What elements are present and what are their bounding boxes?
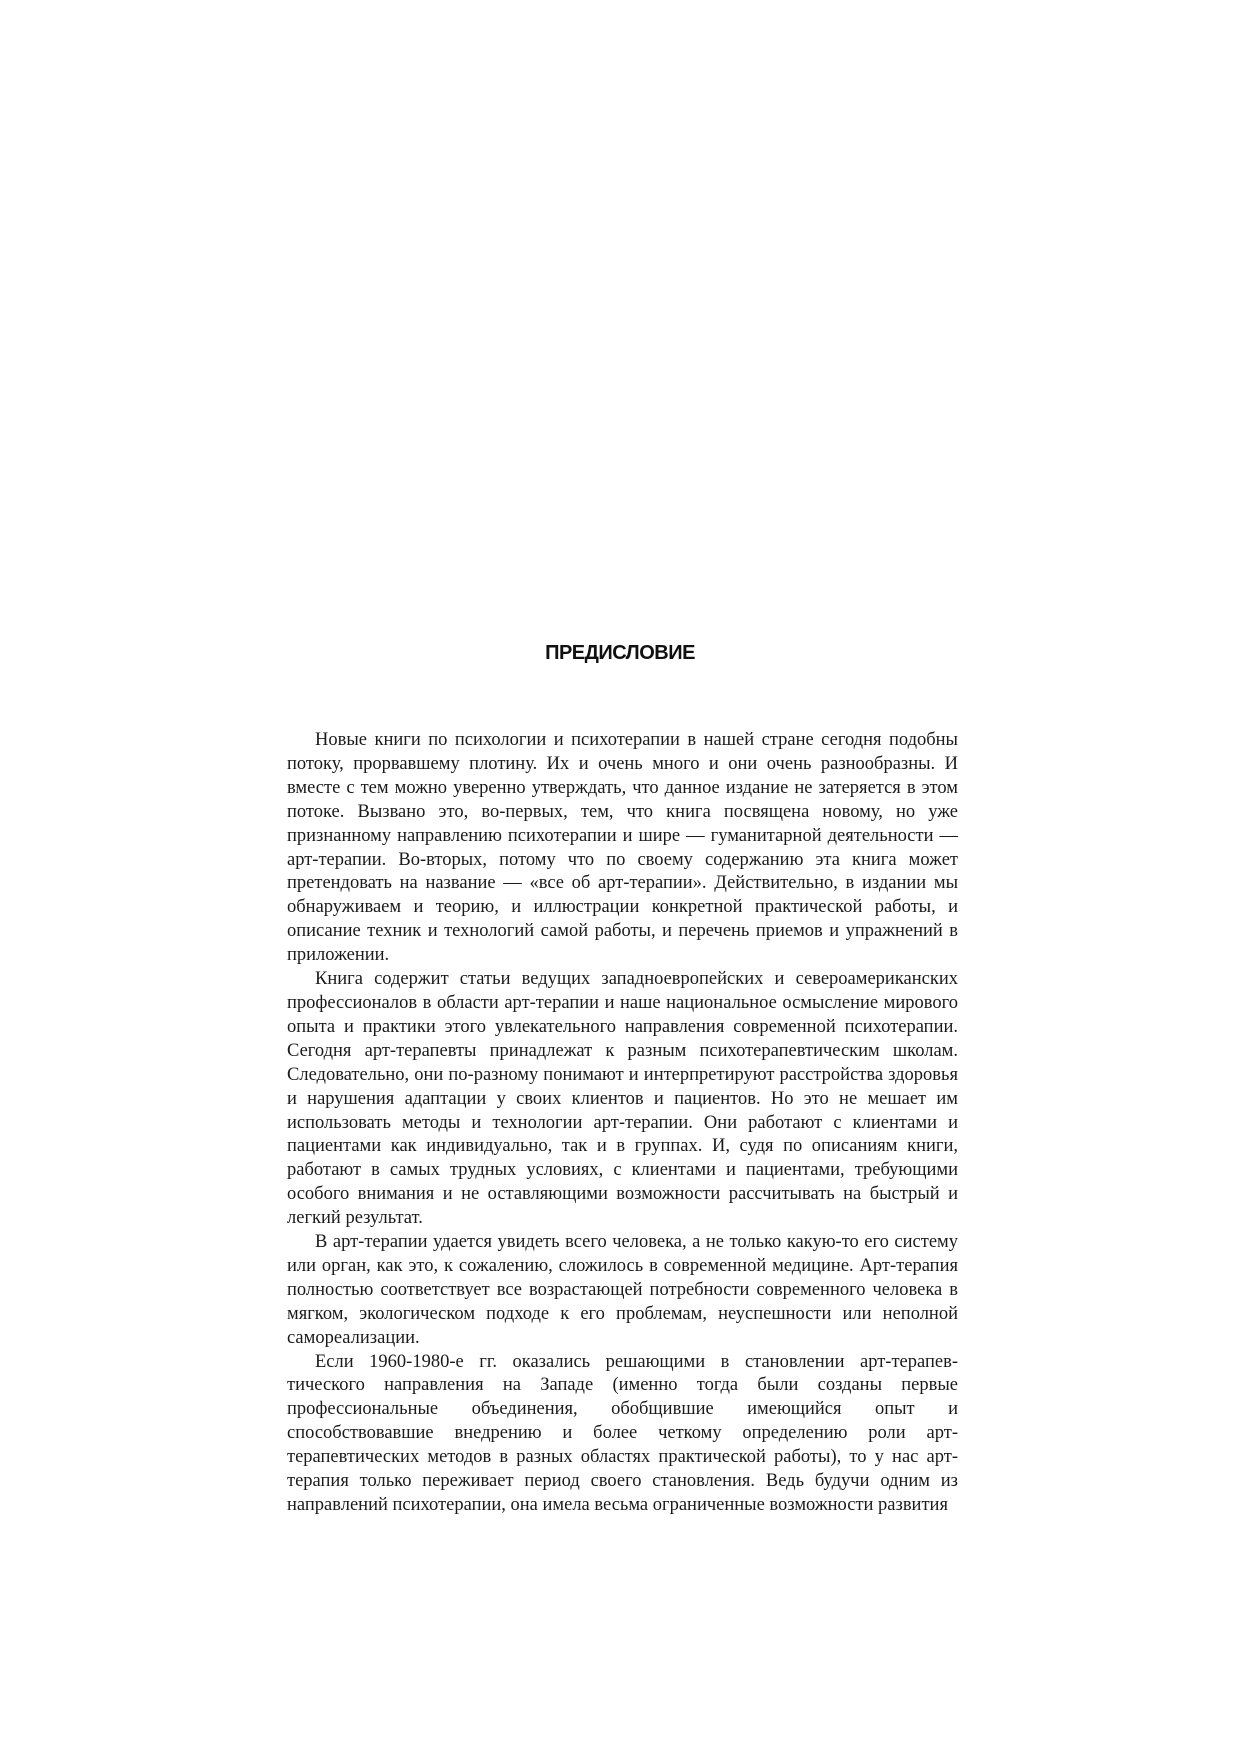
paragraph: Новые книги по психологии и психотерапии в нашей стране сегодня подобны потоку, прорвавшему плотину. Их и очень много и они очень разнообразны. И вместе с тем можно уверенно утверждать, что данное издание не затеряется в этом потоке. Вызвано это, во-первых, тем, что книга посвящена новому, но уже признанному направлению психотерапии и шире — гуманитарной деятельности — арт-терапии. Во-вторых, потому что по своему содержанию эта книга может претендовать на название — «все об арт-терапии». Действительно, в издании мы обнаруживаем и теорию, и иллюстрации конкретной практической работы, и описание техник и технологий самой работы, и перечень приемов и упражнений в приложении. (287, 730, 958, 966)
paragraph: В арт-терапии удается увидеть всего человека, а не только какую-то его систему или орган, как это, к сожалению, сложилось в современной медицине. Арт-терапия полностью соответствует все возрастающей потребности современного человека в мягком, экологическом подходе к его проблемам, неуспешности или неполной самореализации. (287, 1232, 958, 1348)
paragraph: Книга содержит статьи ведущих западноевропейских и североамериканских профессионалов в области арт-терапии и наше национальное осмысление мирового опыта и практики этого увлекательного направления современной психотерапии. Сегодня арт-терапевты принадлежат к разным психотерапевтическим школам. Следовательно, они по-разному понимают и интерпретируют расстройства здоровья и нарушения адаптации у своих клиентов и пациентов. Но это не мешает им использовать методы и технологии арт-терапии. Они работают с клиентами и пациентами как индивидуально, так и в группах. И, судя по описаниям книги, работают в самых трудных условиях, с клиентами и пациентами, требующими особого внимания и не оставляющими возможности рассчитывать на быстрый и легкий результат. (287, 969, 958, 1229)
paragraph: Если 1960-1980-е гг. оказались решающими в становлении арт-терапев-тического направления на Западе (именно тогда были созданы первые профессиональные объединения, обобщившие имеющийся опыт и способствовавшие внедрению и более четкому определению роли арт-терапевтических методов в разных областях практической работы), то у нас арт-терапия только переживает период своего становления. Ведь будучи одним из направлений психотерапии, она имела весьма ограниченные возможности развития (287, 1351, 958, 1515)
page-title: ПРЕДИСЛОВИЕ (545, 642, 695, 664)
body-text (287, 729, 958, 1518)
